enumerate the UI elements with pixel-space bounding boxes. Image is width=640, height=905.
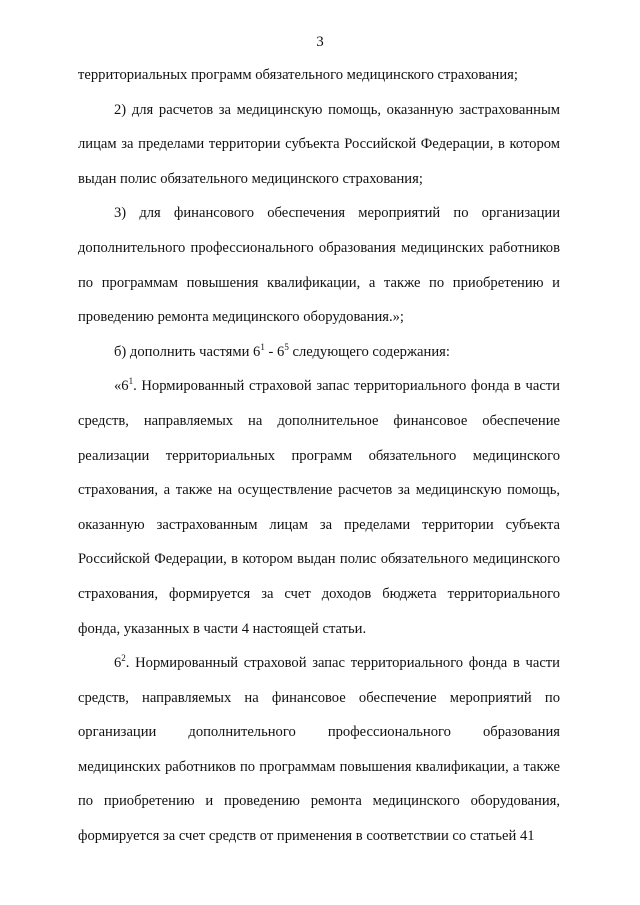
superscript: 2 [121, 653, 126, 664]
paragraph-amendment-b [78, 335, 560, 370]
text-segment: . Нормированный страховой запас территориального фонда в части средств, направляемых на финансовое обеспечение мероприятий по организации дополнительного профессионального образования медицинских работников по программам повышения квалификации, а также по приобретению и проведению ремонта медицинского оборудования, формируется за счет средств от применения в соответствии со статьей 41 [78, 655, 560, 845]
text-segment: следующего содержания: [288, 343, 450, 360]
paragraph-item-3: 3) для финансового обеспечения мероприятий по организации дополнительного профессионального образования медицинских работников по программам повышения квалификации, а также по приобретению и проведению ремонта медицинского оборудования.»; [78, 205, 560, 326]
text-segment: б) дополнить частями 6 [114, 343, 261, 360]
paragraph-item-2: 2) для расчетов за медицинскую помощь, оказанную застрахованным лицам за пределами территории субъекта Российской Федерации, в котором выдан полис обязательного медицинского страхования; [78, 101, 560, 187]
text-segment: - 6 [264, 343, 285, 360]
text-segment: . Нормированный страховой запас территориального фонда в части средств, направляемых на дополнительное финансовое обеспечение реализации территориальных программ обязательного медицинского страхования, а также на осуществление расчетов за медицинскую помощь, оказанную застрахованным лицам за пределами территории субъекта Российской Федерации, в котором выдан полис обязательного медицинского страхования, формируется за счет доходов бюджета территориального фонда, указанных в части 4 настоящей статьи. [78, 378, 560, 637]
superscript: 1 [260, 341, 265, 352]
document-body [78, 58, 560, 854]
page-number: 3 [316, 34, 324, 50]
superscript: 1 [128, 376, 134, 387]
paragraph-part-6-1 [78, 369, 560, 646]
paragraph-continuation: территориальных программ обязательного медицинского страхования; [78, 67, 518, 83]
paragraph-part-6-2 [78, 646, 560, 854]
superscript: 5 [284, 341, 289, 352]
text-segment: «6 [114, 378, 129, 395]
text-segment: 6 [114, 655, 122, 672]
